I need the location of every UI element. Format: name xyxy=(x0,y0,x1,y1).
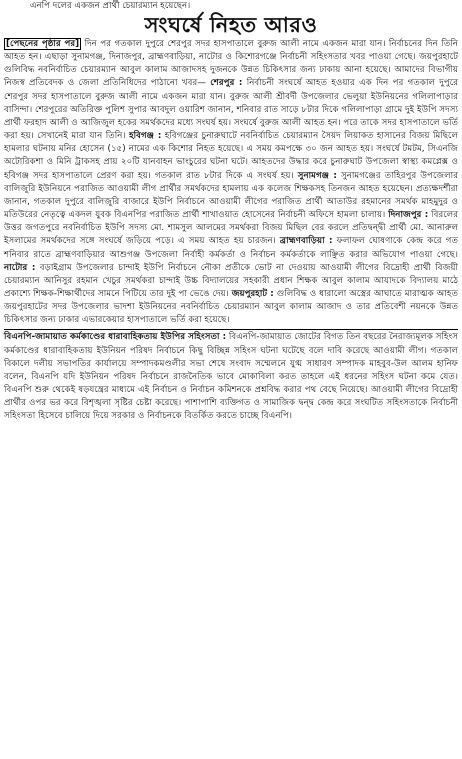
lead-text: দিন পর গতকাল দুপুরে শেরপুর সদর হাসপাতালে বুরুজ আলী নামে একজন মারা যান। নির্বাচনের দিন তিনি আহত হন। এছাড়া সুনামগঞ্জ, দিনাজপুর, ব্রাহ্মণবাড়িয়া, নাটোর ও কিশোরগঞ্জে নির্বাচনী সহিংসতার খবর পাওয়া গেছে। জয়পুরহাটে গুলিবিদ্ধ নবনির্বাচিত চেয়ারম্যান আবুল কালাম আজাদসহ দুজনকে উন্নত চিকিৎসার জন্য ঢাকায় আনা হয়েছে। আমাদের বিভাগীয় নিজস্ব প্রতিবেদক ও জেলা প্রতিনিধিদের পাঠানো খবর— xyxy=(4,39,458,89)
report-text: নির্বাচনী সংঘর্ষে আহত হওয়ার এক দিন পর গতকাল দুপুরে শেরপুর সদর হাসপাতালে বুরুজ আলী নামে একজন মারা যান। বুরুজ আলী শ্রীবর্দী উপজেলার ভেলুয়া ইউনিয়নের গলিলাপাড়ার বাসিন্দা। শেরপুরের অতিরিক্ত পুলিশ সুপার আবদুল ওয়ারিশ জানান, শনিবার রাত সাড়ে ৮টার দিকে গলিলাপাড়া গ্রামে দুই ইউপি সদস্য প্রার্থী ফরহাদ আলী ও আজিজুল হকের সমর্থকদের মধ্যে সংঘর্ষ হয়। সংঘর্ষে বুরুজ আলী আহত হন। পরে তাকে সদর হাসপাতালে ভর্তি করা হয়। সেখানেই মারা যান তিনি। xyxy=(4,78,458,142)
report-place: নাটোর : xyxy=(4,262,36,273)
report-place: জয়পুরহাট : xyxy=(231,288,274,299)
section-divider xyxy=(4,329,458,330)
report-place: সুনামগঞ্জ : xyxy=(297,170,337,181)
report-place: হবিগঞ্জ : xyxy=(129,131,162,142)
report-text: হবিগঞ্জের চুনারুঘাটে নবনির্বাচিত চেয়ারম্যান সৈয়দ লিয়াকত হাসানের বিজয় মিছিলে হামলার ঘটনায় মনির হোসেন (১৫) নামের এক কিশোর নিহত হয়েছে। এ সময় কমপক্ষে ৩০ জন আহত হয়। সংঘর্ষে টমটম, সিএনজি অটোরিকশা ও মিনি ট্রাকসহ প্রায় ২০টি যানবাহন ভাংচুরের ঘটনা ঘটে। আহতদের উদ্ধার করে চুনারুঘাট উপজেলা স্বাস্থ্য কমপ্লেক্স ও হবিগঞ্জ সদর হাসপাতালে প্রেরণ করা হয়। গতকাল রাত ৮টার দিকে এ সংঘর্ষ হয়। xyxy=(4,131,458,181)
article-body xyxy=(0,38,462,327)
article-paragraph xyxy=(4,38,458,327)
report-place: শেরপুর : xyxy=(210,78,243,89)
continued-tag: [পেছনের পৃষ্ঠার পর] xyxy=(6,39,80,49)
article-paragraph xyxy=(4,331,458,423)
report-place: ব্রাহ্মণবাড়িয়া : xyxy=(279,236,333,247)
second-article-body xyxy=(0,331,462,423)
second-article-subhead: বিএনপি-জামায়াত কর্মকাণ্ডের ধারাবাহিকতায় ইউপির সহিংসতা : xyxy=(4,332,227,343)
report-place: দিনাজপুর : xyxy=(388,210,429,221)
report-text: গুলিবিদ্ধ ও ধারালো অস্ত্রের আঘাতে মারাত্মক আহত জয়পুরহাটের সদর উপজেলার ভাদশা ইউনিয়নের নবনির্বাচিত চেয়ারম্যান আবুল কালাম আজাদ ও তার প্রতিবেশী নয়নকে উন্নত চিকিৎসার জন্য ঢাকার এভারকেয়ার হাসপাতালে ভর্তি করা হয়েছে। xyxy=(4,288,458,326)
report-text: বড়াইগ্রাম উপজেলার চান্দাই ইউপি নির্বাচনে নৌকা প্রতীকে ভোট না দেওয়ায় আওয়ামী লীগের বিদ্রোহী প্রার্থী বিজয়ী চেয়ারম্যান আনিসুর রহমান খেচুর সমর্থকরা চান্দাই উচ্চ বিদ্যালয়ের সহকারী প্রধান শিক্ষক আবুল কালাম আযাদকে বিদ্যালয় মাঠে প্রকাশ্যে শিক্ষক-শিক্ষার্থীদের সামনে পিটিয়ে তার দুই পা ভেঙে দেয়। xyxy=(4,262,458,299)
previous-article-fragment: এনপি দলের একজন প্রার্থী চেয়ারম্যান হয়েছেন। xyxy=(30,1,191,11)
report-text: বিরলের উত্তর জগতপুরে নবনির্বাচিত ইউপি সদস্য মো. শামসুল আলমের সমর্থকরা বিজয় মিছিল বের করলে প্রতিদ্বন্দ্বী প্রার্থী মো. আনারুল ইসলামের সমর্থকদের সঙ্গে সংঘর্ষে জড়িয়ে পড়ে। এ সময় আহত হয় চারজন। xyxy=(4,210,458,247)
report-text: সুনামগঞ্জের তাহিরপুর উপজেলার বালিজুরি ইউনিয়নে পরাজিত আওয়ামী লীগ প্রার্থীর সমর্থকদের হামলায় এক কলেজ শিক্ষকসহ তিনজন আহত হয়েছেন। প্রত্যক্ষদর্শীরা জানান, গতকাল দুপুরে বালিজুরি বাজারে ইউপি নির্বাচনে আওয়ামী লীগের পরাজিত প্রার্থী আতাউর রহমানের সমর্থক মাহমুদুর ও মতিউরের নেতৃত্বে একদল যুবক বিএনপির পরাজিত প্রার্থী শাখাওয়াত হোসেনের নির্বাচনী অফিসে হামলা চালায়। xyxy=(4,170,458,221)
second-article-text: বিএনপি-জামায়াত জোটের বিগত তিন বছরের নৈরাজ্যমূলক সহিংস কর্মকাণ্ডের ধারাবাহিকতায় ইউনিয়ন পরিষদ নির্বাচনে কিছু বিচ্ছিন্ন সহিংস ঘটনা ঘটেছে বলে দাবি করেছে আওয়ামী লীগ। গতকাল বিকালে দলীয় সভাপতির কার্যালয়ে সম্পাদকমণ্ডলীর সভা শেষে সংবাদ সম্মেলনে যুগ্ম সাধারণ সম্পাদক মাহবুব-উল আলম হানিফ বলেন, বিএনপি যদি ইউনিয়ন পরিষদ নির্বাচনে রাজনৈতিক ভাবে মোকাবিলা করত তাহলে এই ধরনের সহিংস ঘটনা কমে যেত। বিএনপি শুরু থেকেই ষড়যন্ত্রের মাধ্যমে এই নির্বাচন ও নির্বাচন কমিশনকে প্রশ্নবিদ্ধ করার পথ বেছে নিয়েছে। আওয়ামী লীগের বিদ্রোহী প্রার্থীর ওপর ভর করে বিশৃঙ্খলা সৃষ্টির চেষ্টা করেছে। পাশাপাশি ব্যক্তিগত ও সামাজিক দ্বন্দ্ব কেন্দ্র করে সংঘটিত সহিংসতাকে নির্বাচনী সহিংসতা হিসেবে চালিয়ে দিয়ে সরকার ও নির্বাচনকে বিতর্কিত করতে চাচ্ছে বিএনপি। xyxy=(4,332,459,422)
headline: সংঘর্ষে নিহত আরও xyxy=(144,13,318,37)
report-text: ফলাফল ঘোষণাকে কেন্দ্র করে গত শনিবার রাতে ব্রাহ্মণবাড়িয়ার আশুগঞ্জ উপজেলা নির্বাহী কর্মকর্তা ও নির্বাচন কর্মকর্তাকে লাঞ্ছিত করার অভিযোগ পাওয়া গেছে। xyxy=(4,236,458,260)
